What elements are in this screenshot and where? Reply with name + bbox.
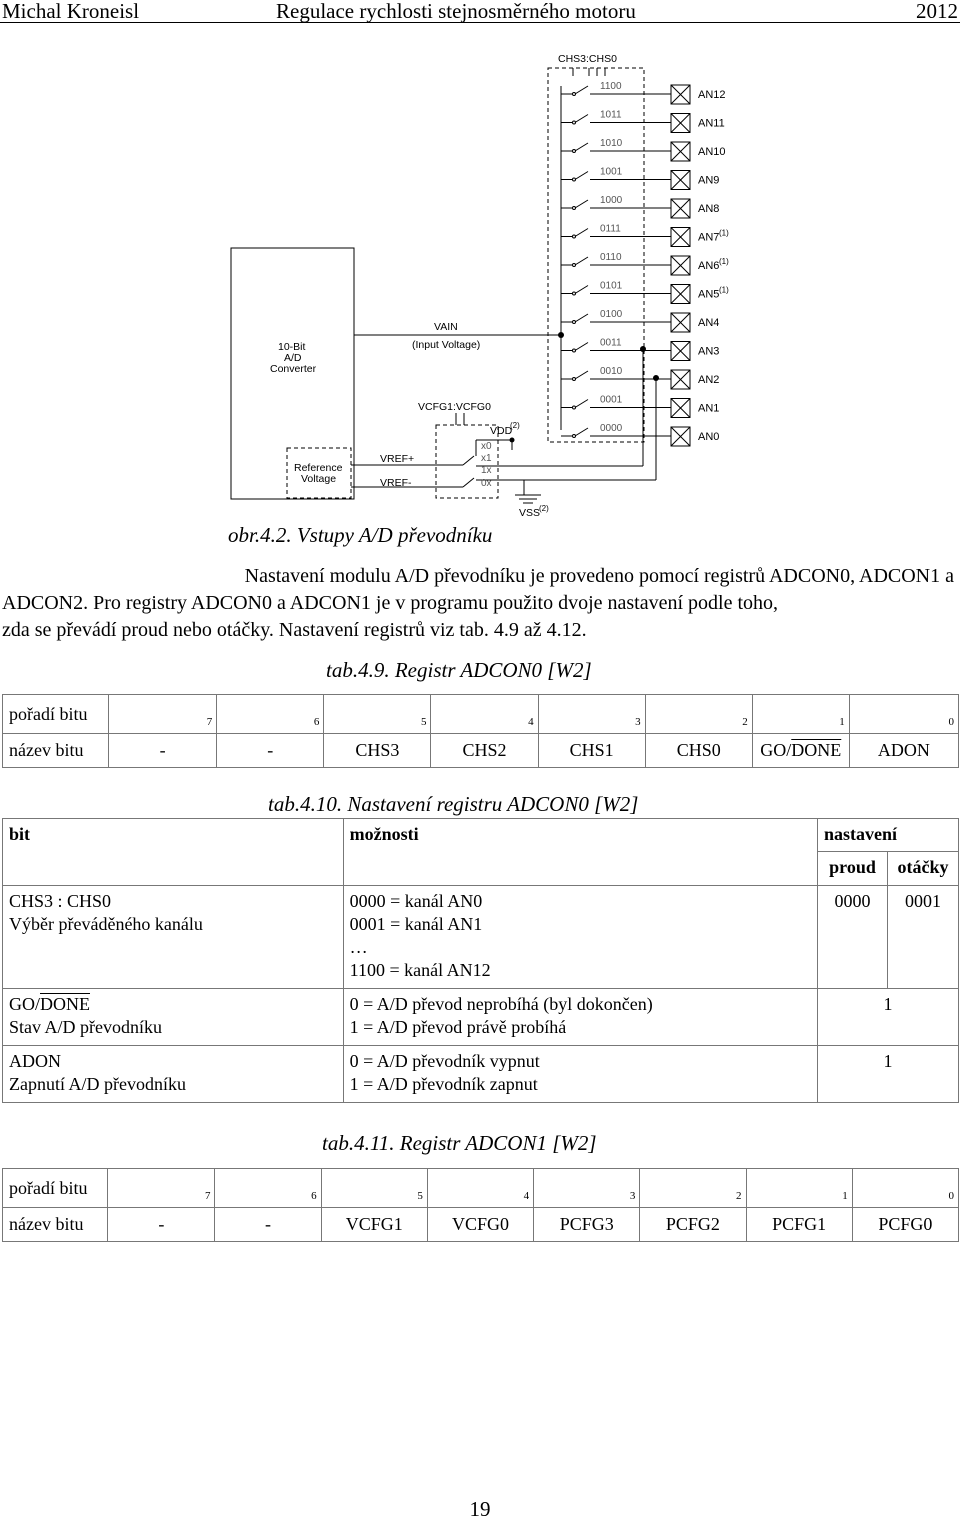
setting-cell: 1 xyxy=(818,1046,959,1103)
channel-code-label: 1000 xyxy=(600,195,623,206)
tab411-caption: tab.4.11. Registr ADCON1 [W2] xyxy=(322,1131,597,1155)
bit-name: CHS2 xyxy=(431,734,538,768)
reference-label-2: Voltage xyxy=(301,473,337,485)
bit-name: VCFG1 xyxy=(321,1208,427,1242)
junction-dot xyxy=(640,346,646,352)
col-header-speed: otáčky xyxy=(887,852,958,886)
channel-name-label: AN11 xyxy=(698,117,725,130)
figure-caption: obr.4.2. Vstupy A/D převodníku xyxy=(228,523,493,547)
channel-name-label: AN3 xyxy=(698,345,720,358)
channel-name-label: AN12 xyxy=(698,89,726,101)
col-header-current: proud xyxy=(818,852,888,886)
bit-name: - xyxy=(215,1208,321,1242)
row-label: pořadí bitu xyxy=(3,1169,108,1208)
page-number: 19 xyxy=(469,1497,491,1521)
bit-number: 5 xyxy=(321,1169,427,1208)
switch-contact xyxy=(573,93,576,96)
switch-contact xyxy=(573,235,576,238)
channel-note-label: (1) xyxy=(719,228,729,238)
channel-code-label: 0010 xyxy=(600,366,623,377)
channel-name-label: AN5 xyxy=(698,288,720,301)
bit-cell: CHS3 : CHS0 Výběr převáděného kanálu xyxy=(3,886,344,989)
channel-code-label: 0101 xyxy=(600,280,623,292)
channel-name-label: AN1 xyxy=(698,402,720,415)
vcfg-label: VCFG1:VCFG0 xyxy=(418,401,491,413)
reference-label-1: Reference xyxy=(294,462,343,474)
bit-name: PCFG0 xyxy=(852,1208,958,1242)
switch-contact xyxy=(573,378,576,381)
channel-code-label: 0110 xyxy=(600,252,622,263)
go-text: GO/ xyxy=(760,740,792,760)
done-text: DONE xyxy=(791,740,842,760)
row-label: název bitu xyxy=(3,734,109,768)
vdd-note: (2) xyxy=(510,421,520,430)
bit-number: 1 xyxy=(746,1169,852,1208)
vss-label: VSS xyxy=(519,507,541,519)
header-author: Michal Kroneisl xyxy=(2,0,140,23)
channel-code-label: 0001 xyxy=(600,394,623,406)
junction-dot xyxy=(558,332,564,338)
bit-number: 3 xyxy=(534,1169,640,1208)
channel-name-label: AN9 xyxy=(698,174,720,187)
channel-name-label: AN8 xyxy=(698,203,720,215)
bit-name: - xyxy=(108,1208,215,1242)
bit-number: 7 xyxy=(108,1169,215,1208)
vss-note: (2) xyxy=(539,504,549,513)
vcfg-code-label: 1x xyxy=(481,465,492,476)
channel-code-label: 0011 xyxy=(600,337,622,349)
col-header-setting: nastavení xyxy=(818,819,959,852)
tab49-table xyxy=(2,694,959,768)
switch-contact xyxy=(573,150,576,153)
vref-plus-label: VREF+ xyxy=(380,453,415,465)
switch-contact xyxy=(573,349,576,352)
switch-contact xyxy=(573,292,576,295)
paragraph-line: Nastavení modulu A/D převodníku je provedeno pomocí registrů ADCON0, ADCON1 a xyxy=(244,565,954,587)
vcfg-code-label: 0x xyxy=(481,478,492,489)
bit-number: 2 xyxy=(645,695,752,734)
switch-contact xyxy=(573,207,576,210)
bit-number: 6 xyxy=(215,1169,321,1208)
bit-number: 1 xyxy=(752,695,849,734)
channel-code-label: 1011 xyxy=(600,109,622,121)
bit-number: 0 xyxy=(849,695,958,734)
bit-name: VCFG0 xyxy=(427,1208,533,1242)
bit-name: ADON xyxy=(849,734,958,768)
bit-number: 3 xyxy=(538,695,645,734)
setting-cell: 1 xyxy=(818,989,959,1046)
options-cell: 0 = A/D převod neprobíhá (byl dokončen) 1 = A/D převod právě probíhá xyxy=(343,989,817,1046)
switch-contact xyxy=(573,435,576,438)
tab411-table xyxy=(2,1168,959,1242)
bit-number: 5 xyxy=(324,695,431,734)
channel-code-label: 0100 xyxy=(600,309,623,320)
bit-name: PCFG2 xyxy=(640,1208,746,1242)
switch-contact xyxy=(573,178,576,181)
tab49-caption: tab.4.9. Registr ADCON0 [W2] xyxy=(326,658,592,682)
bit-name: CHS3 xyxy=(324,734,431,768)
setting-speed: 0001 xyxy=(887,886,958,989)
ad-input-diagram xyxy=(0,30,960,550)
tab410-caption: tab.4.10. Nastavení registru ADCON0 [W2] xyxy=(268,792,639,816)
switch-contact xyxy=(573,406,576,409)
bit-number: 7 xyxy=(109,695,217,734)
bit-name: CHS0 xyxy=(645,734,752,768)
bit-number: 6 xyxy=(217,695,324,734)
converter-label-3: Converter xyxy=(270,363,317,375)
bit-cell: ADON Zapnutí A/D převodníku xyxy=(3,1046,344,1103)
tab410-table xyxy=(2,818,959,1103)
paragraph-line: zda se převádí proud nebo otáčky. Nastavení registrů viz tab. 4.9 až 4.12. xyxy=(2,619,587,641)
channel-name-label: AN10 xyxy=(698,146,726,158)
switch-contact xyxy=(573,264,576,267)
vref-minus-label: VREF- xyxy=(380,477,412,489)
vcfg-code-label: x1 xyxy=(481,453,492,464)
chs-label: CHS3:CHS0 xyxy=(558,53,617,65)
junction-dot xyxy=(510,438,515,443)
bit-number: 4 xyxy=(427,1169,533,1208)
row-label: název bitu xyxy=(3,1208,108,1242)
bit-name: PCFG3 xyxy=(534,1208,640,1242)
channel-code-label: 1100 xyxy=(600,81,622,92)
vain-desc-label: (Input Voltage) xyxy=(412,339,481,351)
bit-number: 0 xyxy=(852,1169,958,1208)
setting-current: 0000 xyxy=(818,886,888,989)
bit-name: CHS1 xyxy=(538,734,645,768)
col-header-bit: bit xyxy=(3,819,344,886)
page-header xyxy=(0,0,960,23)
bit-name: - xyxy=(109,734,217,768)
body-paragraph xyxy=(2,563,958,644)
options-cell: 0000 = kanál AN0 0001 = kanál AN1 … 1100 = kanál AN12 xyxy=(343,886,817,989)
channel-code-label: 1010 xyxy=(600,138,623,149)
options-cell: 0 = A/D převodník vypnut 1 = A/D převodník zapnut xyxy=(343,1046,817,1103)
converter-label-1: 10-Bit xyxy=(278,341,306,353)
switch-contact xyxy=(573,121,576,124)
junction-dot xyxy=(653,375,659,381)
channel-code-label: 1001 xyxy=(600,166,623,178)
col-header-options: možnosti xyxy=(343,819,817,886)
vdd-label: VDD xyxy=(490,425,513,437)
bit-name-go-done xyxy=(752,734,849,768)
channel-note-label: (1) xyxy=(719,257,729,266)
vain-label: VAIN xyxy=(434,321,458,333)
bit-number: 2 xyxy=(640,1169,746,1208)
bit-number: 4 xyxy=(431,695,538,734)
header-year: 2012 xyxy=(916,0,958,23)
bit-name: - xyxy=(217,734,324,768)
channel-code-label: 0000 xyxy=(600,423,623,434)
channel-name-label: AN2 xyxy=(698,374,720,386)
header-title: Regulace rychlosti stejnosměrného motoru xyxy=(276,0,636,23)
vcfg-code-label: x0 xyxy=(481,441,492,452)
paragraph-line: ADCON2. Pro registry ADCON0 a ADCON1 je v programu použito dvoje nastavení podle toho, xyxy=(2,592,779,614)
row-label: pořadí bitu xyxy=(3,695,109,734)
converter-label-2: A/D xyxy=(284,352,302,364)
chs-switch-box xyxy=(548,68,644,442)
switch-contact xyxy=(573,321,576,324)
channel-name-label: AN7 xyxy=(698,231,720,244)
channel-name-label: AN4 xyxy=(698,317,720,329)
channel-code-label: 0111 xyxy=(600,223,621,235)
channel-name-label: AN0 xyxy=(698,431,720,443)
bit-cell: GO/DONE Stav A/D převodníku xyxy=(3,989,344,1046)
channel-note-label: (1) xyxy=(719,285,729,295)
bit-name: PCFG1 xyxy=(746,1208,852,1242)
channel-name-label: AN6 xyxy=(698,260,720,272)
